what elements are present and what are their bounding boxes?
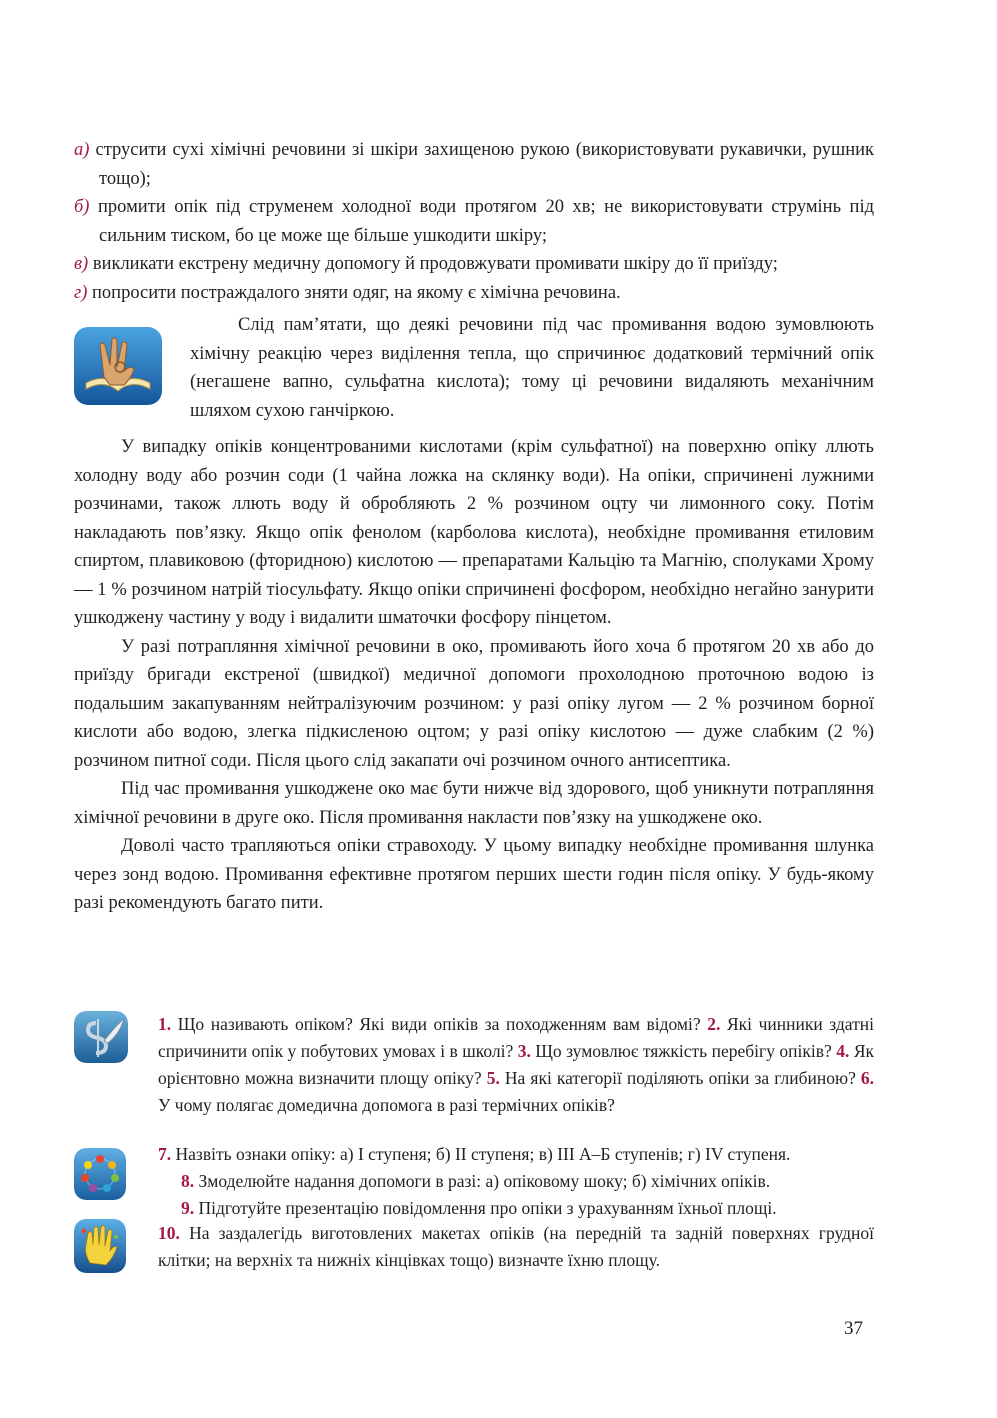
question-text: На заздалегідь виготовлених макетах опіків (на передній та задній поверхнях грудної клітки; на верхніх та нижніх кінцівках тощо) визначте їхню площу.	[158, 1223, 875, 1270]
paragraph: У разі потрапляння хімічної речовини в око, промивають його хоча б протягом 20 хв або до приїзду бригади екстреної (швидкої) медичної допомоги прохолодною проточною водою із подальшим закапуванням нейтралізуючим розчином: у разі опіку лугом — 2 % розчином борної кислоти або водою, злегка підкисленою оцтом; у разі опіку кислотою — дуже слабким (2 %) розчином питної соди. Після цього слід закапати очі розчином очного антисептика.	[74, 636, 874, 771]
question-quill-icon	[74, 1011, 128, 1063]
item-text: попросити постраждалого зняти одяг, на якому є хімічна речовина.	[92, 282, 621, 303]
question-number: 8.	[181, 1171, 195, 1191]
item-text: струсити сухі хімічні речовини зі шкіри захищеною рукою (використовувати рукавички, рушник тощо);	[95, 140, 875, 189]
list-item	[74, 136, 874, 193]
list-item	[74, 250, 874, 279]
task-line	[158, 1168, 874, 1195]
question-text: Як орієнтовно можна визначити площу опіку?	[158, 1041, 875, 1088]
item-marker: в)	[74, 254, 89, 274]
question-text: Що зумовлює тяжкість перебігу опіків?	[535, 1041, 832, 1061]
question-number: 1.	[158, 1014, 172, 1034]
list-item	[74, 279, 874, 308]
item-text: викликати екстрену медичну допомогу й продовжувати промивати шкіру до її приїзду;	[92, 254, 778, 274]
question-text: Змоделюйте надання допомоги в разі: а) опіковому шоку; б) хімічних опіків.	[198, 1171, 771, 1191]
paragraph: Під час промивання ушкоджене око має бути нижче від здорового, щоб уникнути потрапляння хімічної речовини в друге око. Після промивання накласти пов’язку на ушкоджене око.	[74, 779, 874, 828]
item-text: промити опік під струменем холодної води протягом 20 хв; не використовувати струмінь під сильним тиском, бо це може ще більше ушкодити шкіру;	[98, 197, 874, 246]
question-number: 2.	[707, 1014, 721, 1034]
item-marker: а)	[74, 140, 90, 160]
question-text: Назвіть ознаки опіку: а) І ступеня; б) ІІ ступеня; в) ІІІ А–Б ступенів; г) IV ступеня.	[175, 1144, 791, 1164]
review-questions	[158, 1011, 874, 1119]
first-aid-steps-list	[74, 136, 874, 307]
question-number: 10.	[158, 1223, 180, 1243]
question-number: 5.	[486, 1068, 500, 1088]
hand-book-icon	[74, 327, 162, 405]
question-text: У чому полягає домедична допомога в разі термічних опіків?	[158, 1095, 615, 1115]
paragraph: Доволі часто трапляються опіки стравоходу. У цьому випадку необхідне промивання шлунка через зонд водою. Промивання ефективне протягом перших шести годин після опіку. У будь-якому разі рекомендують багато пити.	[74, 836, 874, 913]
question-number: 3.	[517, 1041, 531, 1061]
item-marker: б)	[74, 197, 90, 217]
paragraph: У випадку опіків концентрованими кислотами (крім сульфатної) на поверхню опіку ллють холодну воду або розчин соди (1 чайна ложка на склянку води). На опіки, спричинені лужними розчинами, також ллють воду й обробляють 2 % розчином оцту чи лимонного соку. Потім накладають пов’язку. Якщо опік фенолом (карболова кислота), необхідне промивання етиловим спиртом, плавиковою (фторидною) кислотою — препаратами Кальцію та Магнію, сполуками Хрому — 1 % розчином натрій тіосульфату. Якщо опіки спричинені фосфором, необхідно негайно занурити ушкоджену частину у воду і видалити шматочки фосфору пінцетом.	[74, 437, 874, 628]
people-circle-icon	[74, 1148, 126, 1200]
page-number: 37	[844, 1318, 863, 1339]
question-text: Які чинники здатні спричинити опік у побутових умовах і в школі?	[158, 1014, 874, 1061]
question-number: 9.	[181, 1198, 195, 1218]
item-marker: г)	[74, 282, 88, 303]
question-number: 4.	[836, 1041, 850, 1061]
task-line	[158, 1141, 874, 1168]
question-text: Що називають опіком? Які види опіків за походженням вам відомі?	[177, 1014, 701, 1034]
practical-task	[158, 1220, 874, 1274]
question-number: 7.	[158, 1144, 172, 1164]
question-text: На які категорії поділяють опіки за глибиною?	[504, 1068, 856, 1088]
group-tasks	[158, 1141, 874, 1222]
question-text: Підготуйте презентацію повідомлення про опіки з урахуванням їхньої площі.	[198, 1198, 777, 1218]
question-number: 6.	[860, 1068, 875, 1088]
hand-palm-icon	[74, 1219, 126, 1273]
list-item	[74, 193, 874, 250]
safety-note: Слід пам’ятати, що деякі речовини під час промивання водою зумовлюють хімічну реакцію через виділення тепла, що спричинює додатковий термічний опік (негашене вапно, сульфатна кислота); тому ці речовини видаляють механічним шляхом сухою ганчіркою.	[190, 315, 874, 421]
task-line	[158, 1195, 874, 1222]
main-text	[74, 433, 874, 918]
